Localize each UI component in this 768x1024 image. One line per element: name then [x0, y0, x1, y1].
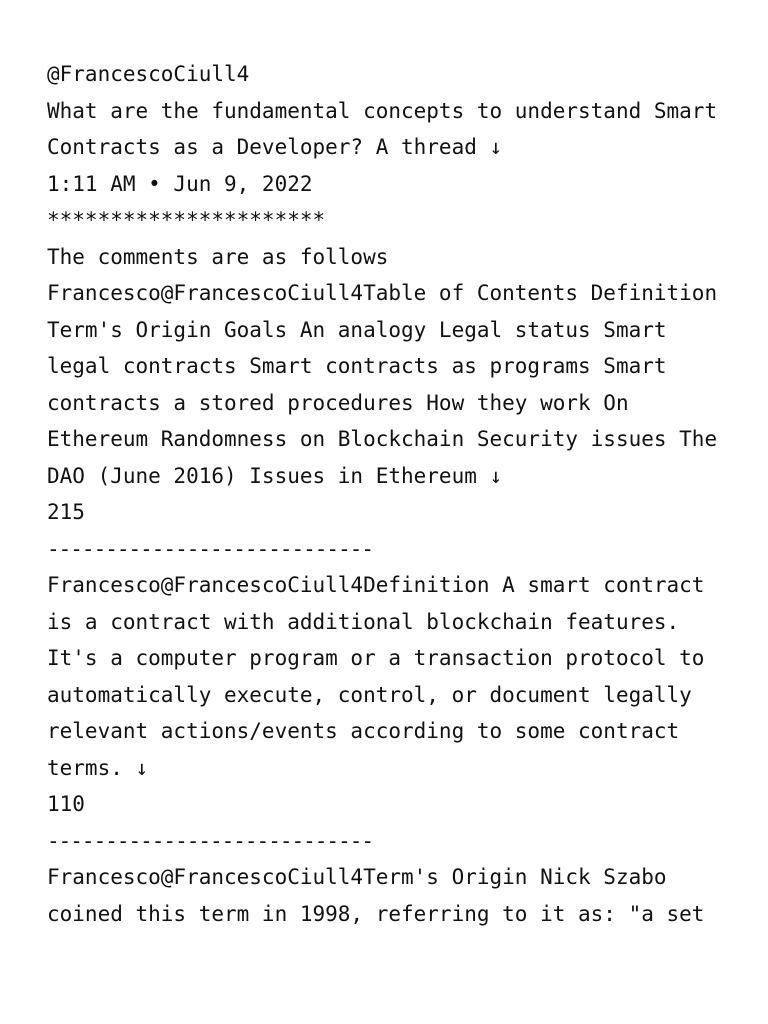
thread-question: What are the fundamental concepts to understand Smart Contracts as a Developer? A thread ↓ [47, 98, 730, 159]
thread-document [47, 56, 737, 932]
comments-intro: The comments are as follows [47, 244, 389, 269]
comment-text: Francesco@FrancescoCiull4Definition A smart contract is a contract with additional blockchain features. It's a computer program or a transaction protocol to automatically execute, control, or document legally relevant actions/events according to some contract terms. ↓ [47, 573, 718, 780]
comment-count: 215 [47, 500, 85, 524]
comment-post [47, 859, 737, 932]
comment-count: 110 [47, 792, 85, 816]
post-separator: ---------------------------- [47, 828, 374, 853]
star-divider: ********************** [47, 208, 326, 232]
comment-text: Francesco@FrancescoCiull4Table of Contents Definition Term's Origin Goals An analogy Legal status Smart legal contracts Smart contracts as programs Smart contracts a stored procedures How they work On Ethereum Randomness on Blockchain Security issues The DAO (June 2016) Issues in Ethereum ↓ [47, 281, 730, 488]
comment-text: Francesco@FrancescoCiull4Term's Origin Nick Szabo coined this term in 1998, referring to it as: "a set [47, 865, 705, 926]
comment-post [47, 275, 737, 567]
post-timestamp: 1:11 AM • Jun 9, 2022 [47, 171, 313, 196]
post-separator: ---------------------------- [47, 536, 374, 561]
comment-post [47, 567, 737, 859]
author-handle[interactable]: @FrancescoCiull4 [47, 62, 250, 86]
